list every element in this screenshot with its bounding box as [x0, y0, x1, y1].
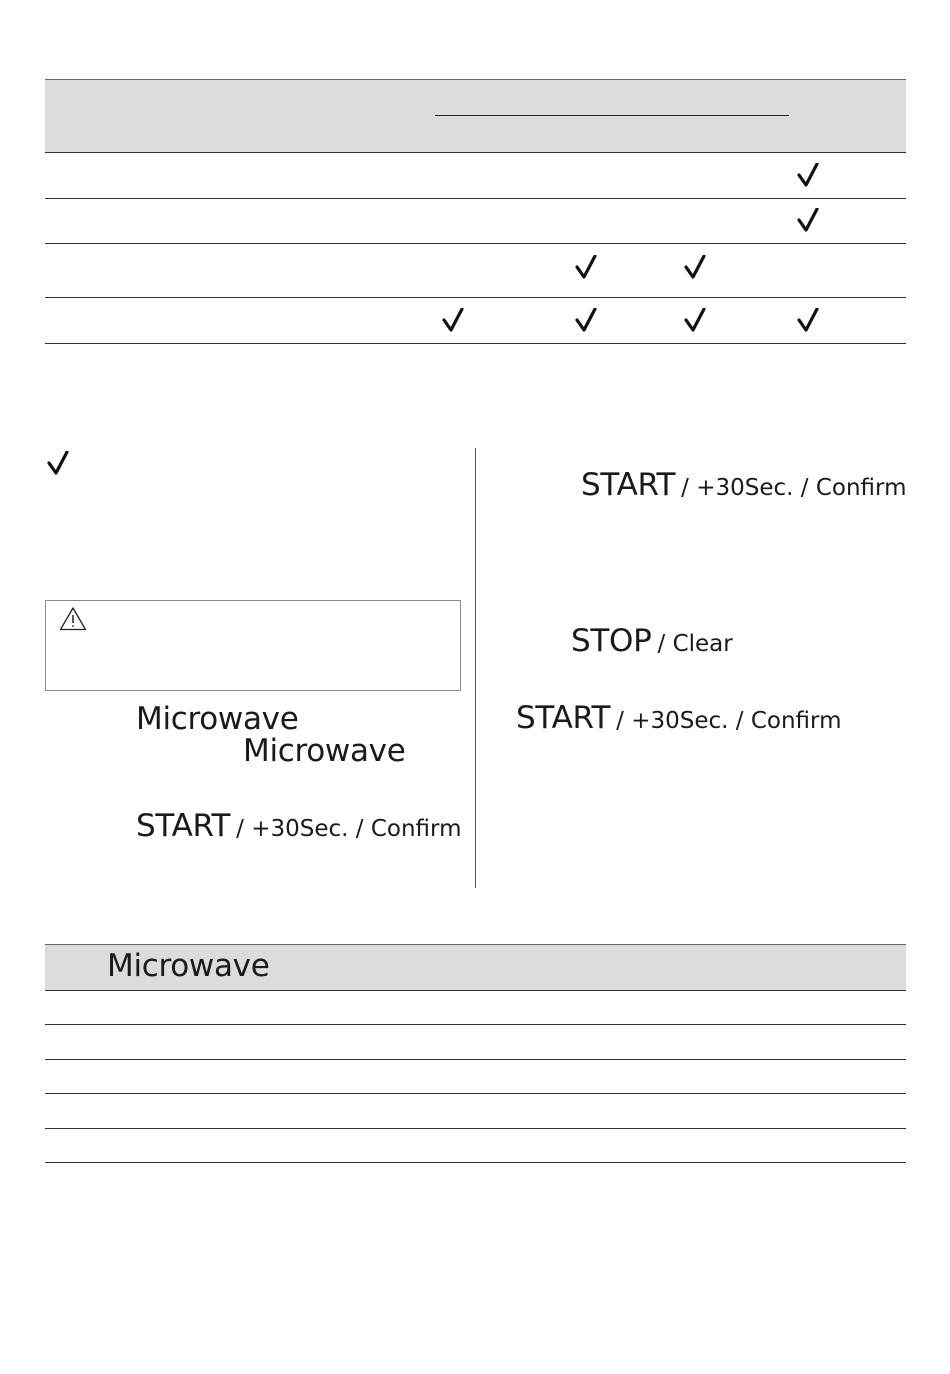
- check-mark-icon: [797, 308, 819, 332]
- stop-key-suffix: / Clear: [657, 631, 733, 657]
- table-row-divider: [45, 297, 906, 298]
- table-row-divider: [45, 1024, 906, 1025]
- start-key-suffix: / +30Sec. / Confirm: [681, 475, 907, 501]
- start-key-suffix: / +30Sec. / Confirm: [236, 816, 462, 842]
- table-row-divider: [45, 343, 906, 344]
- check-mark-icon: [797, 208, 819, 232]
- check-mark-icon: [684, 255, 706, 279]
- microwave-key-label-1: Microwave: [136, 701, 299, 737]
- header-group-underline: [435, 115, 789, 116]
- start-key: START: [516, 700, 611, 736]
- start-key-line-right-2: [516, 700, 842, 736]
- check-legend-icon: [47, 451, 69, 475]
- power-table-header-label: Microwave: [107, 948, 270, 984]
- check-mark-icon: [442, 308, 464, 332]
- table-row-divider: [45, 1128, 906, 1129]
- check-mark-icon: [797, 163, 819, 187]
- check-mark-icon: [575, 308, 597, 332]
- table-row-divider: [45, 1162, 906, 1163]
- check-mark-icon: [684, 308, 706, 332]
- table-top-border: [45, 79, 906, 80]
- warning-box: [45, 600, 461, 691]
- start-key-line-right-1: [581, 467, 907, 503]
- microwave-key-label-2: Microwave: [243, 733, 406, 769]
- table-row-divider: [45, 243, 906, 244]
- stop-key-line: [571, 623, 733, 659]
- warning-triangle-icon: [59, 606, 87, 635]
- table-row-divider: [45, 990, 906, 991]
- start-key-line-left: [136, 808, 462, 844]
- table-row-divider: [45, 198, 906, 199]
- start-key: START: [581, 467, 676, 503]
- start-key-suffix: / +30Sec. / Confirm: [616, 708, 842, 734]
- table-row-divider: [45, 1093, 906, 1094]
- column-divider: [475, 448, 476, 888]
- check-mark-icon: [575, 255, 597, 279]
- start-key: START: [136, 808, 231, 844]
- table-row-divider: [45, 1059, 906, 1060]
- table-top-border: [45, 944, 906, 945]
- stop-key: STOP: [571, 623, 652, 659]
- table-row-divider: [45, 152, 906, 153]
